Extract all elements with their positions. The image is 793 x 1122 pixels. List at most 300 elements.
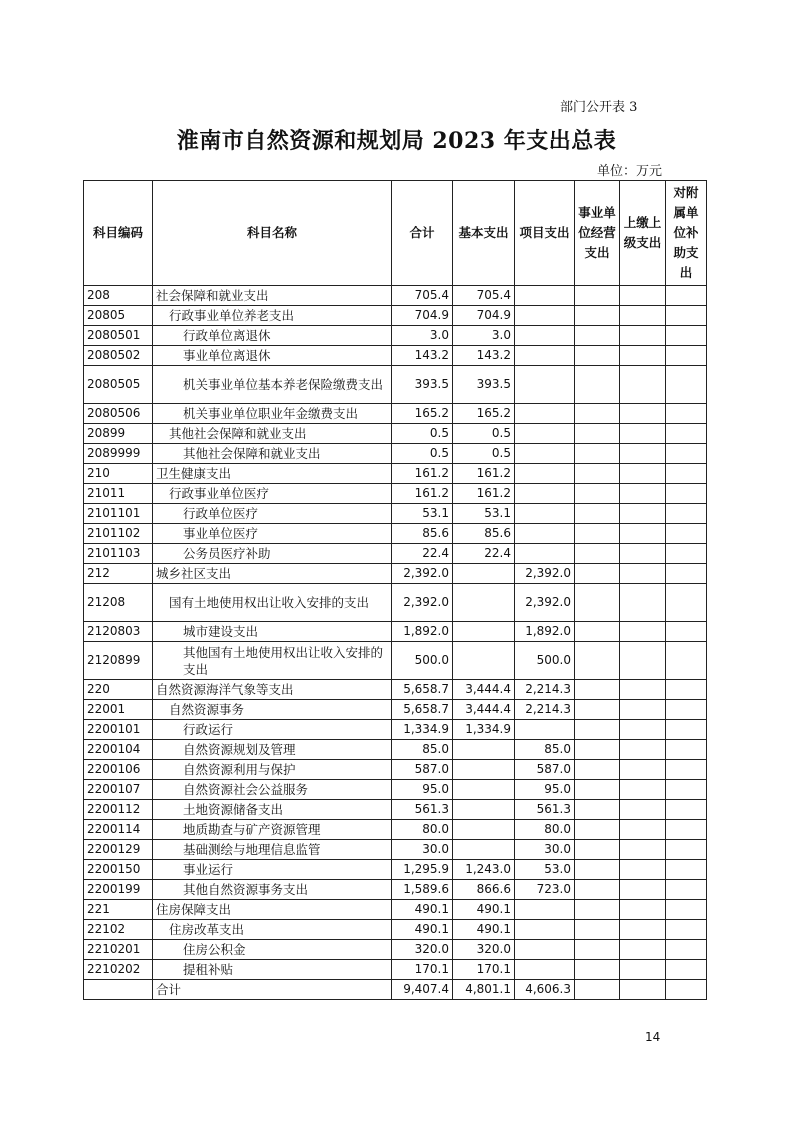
row-business (575, 544, 620, 564)
row-project (515, 306, 575, 326)
row-remit (620, 424, 666, 444)
document-tag: 部门公开表 3 (560, 100, 638, 115)
row-project: 2,392.0 (515, 584, 575, 622)
row-name: 行政事业单位医疗 (153, 484, 392, 504)
row-code: 221 (84, 900, 153, 920)
row-code: 22001 (84, 700, 153, 720)
row-name: 提租补贴 (153, 960, 392, 980)
row-total: 85.0 (392, 740, 453, 760)
row-remit (620, 404, 666, 424)
row-subsidy (666, 960, 707, 980)
row-subsidy (666, 544, 707, 564)
row-remit (620, 780, 666, 800)
row-name: 其他社会保障和就业支出 (153, 444, 392, 464)
table-row (84, 900, 707, 920)
row-total: 30.0 (392, 840, 453, 860)
row-basic (453, 840, 515, 860)
row-basic: 53.1 (453, 504, 515, 524)
row-business (575, 840, 620, 860)
row-total: 170.1 (392, 960, 453, 980)
row-project: 30.0 (515, 840, 575, 860)
row-subsidy (666, 404, 707, 424)
row-remit (620, 464, 666, 484)
row-name: 公务员医疗补助 (153, 544, 392, 564)
row-code: 2200106 (84, 760, 153, 780)
table-row (84, 444, 707, 464)
row-remit (620, 820, 666, 840)
row-remit (620, 920, 666, 940)
row-subsidy (666, 306, 707, 326)
row-subsidy (666, 286, 707, 306)
header-remit: 上缴上级支出 (620, 181, 666, 286)
row-basic (453, 622, 515, 642)
row-remit (620, 960, 666, 980)
row-basic: 0.5 (453, 444, 515, 464)
row-total: 2,392.0 (392, 564, 453, 584)
row-project (515, 544, 575, 564)
row-basic: 161.2 (453, 484, 515, 504)
row-remit (620, 444, 666, 464)
row-basic: 4,801.1 (453, 980, 515, 1000)
row-subsidy (666, 760, 707, 780)
row-project (515, 524, 575, 544)
row-total: 53.1 (392, 504, 453, 524)
row-total: 22.4 (392, 544, 453, 564)
row-code: 2210202 (84, 960, 153, 980)
row-code: 21208 (84, 584, 153, 622)
expenditure-table (83, 180, 707, 1000)
row-code: 2210201 (84, 940, 153, 960)
row-code: 2200199 (84, 880, 153, 900)
row-code: 2200129 (84, 840, 153, 860)
row-project (515, 444, 575, 464)
table-row (84, 584, 707, 622)
row-name: 国有土地使用权出让收入安排的支出 (153, 584, 392, 622)
row-remit (620, 840, 666, 860)
row-remit (620, 584, 666, 622)
row-business (575, 800, 620, 820)
row-basic: 705.4 (453, 286, 515, 306)
row-code: 2080501 (84, 326, 153, 346)
row-code: 2200150 (84, 860, 153, 880)
row-total: 95.0 (392, 780, 453, 800)
row-business (575, 880, 620, 900)
row-business (575, 622, 620, 642)
row-total: 143.2 (392, 346, 453, 366)
row-total: 2,392.0 (392, 584, 453, 622)
row-code: 210 (84, 464, 153, 484)
row-total: 500.0 (392, 642, 453, 680)
row-code: 2200114 (84, 820, 153, 840)
row-code: 2200107 (84, 780, 153, 800)
row-name: 事业单位医疗 (153, 524, 392, 544)
row-project: 1,892.0 (515, 622, 575, 642)
table-row (84, 860, 707, 880)
row-subsidy (666, 920, 707, 940)
row-project: 587.0 (515, 760, 575, 780)
row-total: 3.0 (392, 326, 453, 346)
row-code: 208 (84, 286, 153, 306)
row-basic: 866.6 (453, 880, 515, 900)
table-row (84, 464, 707, 484)
row-business (575, 484, 620, 504)
row-name: 地质勘查与矿产资源管理 (153, 820, 392, 840)
row-total: 5,658.7 (392, 680, 453, 700)
row-name: 其他社会保障和就业支出 (153, 424, 392, 444)
row-name: 机关事业单位职业年金缴费支出 (153, 404, 392, 424)
row-code: 2200112 (84, 800, 153, 820)
row-remit (620, 524, 666, 544)
row-basic: 393.5 (453, 366, 515, 404)
row-name: 城市建设支出 (153, 622, 392, 642)
table-row (84, 424, 707, 444)
row-business (575, 760, 620, 780)
row-basic (453, 564, 515, 584)
row-project (515, 920, 575, 940)
row-business (575, 780, 620, 800)
row-total: 165.2 (392, 404, 453, 424)
row-basic: 490.1 (453, 900, 515, 920)
row-total: 0.5 (392, 424, 453, 444)
row-remit (620, 286, 666, 306)
row-business (575, 860, 620, 880)
row-name: 合计 (153, 980, 392, 1000)
table-header-row (84, 181, 707, 286)
row-name: 行政单位离退休 (153, 326, 392, 346)
row-project (515, 326, 575, 346)
row-code: 2120899 (84, 642, 153, 680)
table-row (84, 840, 707, 860)
row-name: 其他国有土地使用权出让收入安排的支出 (153, 642, 392, 680)
row-name: 住房保障支出 (153, 900, 392, 920)
row-name: 住房公积金 (153, 940, 392, 960)
row-code: 2200101 (84, 720, 153, 740)
row-remit (620, 860, 666, 880)
row-name: 住房改革支出 (153, 920, 392, 940)
header-basic: 基本支出 (453, 181, 515, 286)
row-code: 2101103 (84, 544, 153, 564)
row-project (515, 404, 575, 424)
row-project: 95.0 (515, 780, 575, 800)
row-subsidy (666, 326, 707, 346)
row-code: 2120803 (84, 622, 153, 642)
row-total: 5,658.7 (392, 700, 453, 720)
table-row (84, 326, 707, 346)
row-code: 21011 (84, 484, 153, 504)
row-subsidy (666, 346, 707, 366)
page-number: 14 (645, 1030, 661, 1044)
table-row (84, 680, 707, 700)
row-subsidy (666, 680, 707, 700)
row-subsidy (666, 860, 707, 880)
row-business (575, 642, 620, 680)
table-row (84, 960, 707, 980)
row-total: 490.1 (392, 920, 453, 940)
row-name: 行政事业单位养老支出 (153, 306, 392, 326)
row-subsidy (666, 980, 707, 1000)
row-business (575, 564, 620, 584)
table-row (84, 980, 707, 1000)
row-subsidy (666, 504, 707, 524)
row-business (575, 306, 620, 326)
row-remit (620, 880, 666, 900)
row-basic: 3,444.4 (453, 700, 515, 720)
row-project: 2,214.3 (515, 700, 575, 720)
row-code: 2080505 (84, 366, 153, 404)
row-project (515, 346, 575, 366)
row-subsidy (666, 584, 707, 622)
row-remit (620, 564, 666, 584)
table-row (84, 404, 707, 424)
row-total: 1,589.6 (392, 880, 453, 900)
row-subsidy (666, 740, 707, 760)
row-business (575, 346, 620, 366)
row-code: 2080502 (84, 346, 153, 366)
row-business (575, 940, 620, 960)
row-total: 561.3 (392, 800, 453, 820)
row-name: 行政单位医疗 (153, 504, 392, 524)
row-total: 1,334.9 (392, 720, 453, 740)
row-project: 500.0 (515, 642, 575, 680)
table-row (84, 642, 707, 680)
row-name: 卫生健康支出 (153, 464, 392, 484)
row-name: 社会保障和就业支出 (153, 286, 392, 306)
row-basic: 143.2 (453, 346, 515, 366)
table-row (84, 564, 707, 584)
row-subsidy (666, 700, 707, 720)
row-project (515, 504, 575, 524)
row-total: 9,407.4 (392, 980, 453, 1000)
row-project (515, 960, 575, 980)
row-basic: 1,334.9 (453, 720, 515, 740)
row-basic: 3.0 (453, 326, 515, 346)
row-subsidy (666, 900, 707, 920)
row-business (575, 366, 620, 404)
table-row (84, 700, 707, 720)
row-project: 53.0 (515, 860, 575, 880)
row-basic: 165.2 (453, 404, 515, 424)
row-remit (620, 622, 666, 642)
row-remit (620, 800, 666, 820)
row-code: 20899 (84, 424, 153, 444)
row-subsidy (666, 880, 707, 900)
row-subsidy (666, 780, 707, 800)
row-subsidy (666, 622, 707, 642)
row-business (575, 920, 620, 940)
row-total: 161.2 (392, 464, 453, 484)
row-project (515, 720, 575, 740)
row-subsidy (666, 940, 707, 960)
row-name: 自然资源社会公益服务 (153, 780, 392, 800)
table-row (84, 346, 707, 366)
row-remit (620, 326, 666, 346)
row-basic: 170.1 (453, 960, 515, 980)
row-code: 2101102 (84, 524, 153, 544)
table-row (84, 622, 707, 642)
row-code: 2080506 (84, 404, 153, 424)
row-code: 2101101 (84, 504, 153, 524)
row-basic: 85.6 (453, 524, 515, 544)
header-total: 合计 (392, 181, 453, 286)
row-basic (453, 780, 515, 800)
row-basic: 161.2 (453, 464, 515, 484)
table-row (84, 780, 707, 800)
table-row (84, 940, 707, 960)
row-remit (620, 642, 666, 680)
row-remit (620, 720, 666, 740)
row-code: 2200104 (84, 740, 153, 760)
row-basic: 1,243.0 (453, 860, 515, 880)
row-business (575, 720, 620, 740)
row-subsidy (666, 564, 707, 584)
row-code: 2089999 (84, 444, 153, 464)
row-project: 2,392.0 (515, 564, 575, 584)
row-business (575, 900, 620, 920)
row-remit (620, 504, 666, 524)
row-remit (620, 940, 666, 960)
row-project: 723.0 (515, 880, 575, 900)
row-total: 490.1 (392, 900, 453, 920)
row-remit (620, 544, 666, 564)
row-name: 自然资源事务 (153, 700, 392, 720)
row-subsidy (666, 464, 707, 484)
row-project: 85.0 (515, 740, 575, 760)
unit-label: 单位：万元 (597, 164, 663, 179)
row-subsidy (666, 800, 707, 820)
row-remit (620, 680, 666, 700)
row-code: 220 (84, 680, 153, 700)
row-basic (453, 820, 515, 840)
table-row (84, 740, 707, 760)
table-row (84, 800, 707, 820)
header-project: 项目支出 (515, 181, 575, 286)
row-project (515, 286, 575, 306)
row-project (515, 424, 575, 444)
row-subsidy (666, 444, 707, 464)
row-code: 22102 (84, 920, 153, 940)
row-project (515, 464, 575, 484)
row-subsidy (666, 720, 707, 740)
row-total: 320.0 (392, 940, 453, 960)
row-basic (453, 800, 515, 820)
row-basic: 0.5 (453, 424, 515, 444)
table-row (84, 920, 707, 940)
row-name: 其他自然资源事务支出 (153, 880, 392, 900)
row-business (575, 286, 620, 306)
row-subsidy (666, 840, 707, 860)
row-total: 705.4 (392, 286, 453, 306)
table-row (84, 760, 707, 780)
row-name: 事业单位离退休 (153, 346, 392, 366)
table-row (84, 524, 707, 544)
row-project: 2,214.3 (515, 680, 575, 700)
row-basic: 490.1 (453, 920, 515, 940)
row-business (575, 464, 620, 484)
row-business (575, 424, 620, 444)
row-business (575, 980, 620, 1000)
row-business (575, 960, 620, 980)
row-project: 4,606.3 (515, 980, 575, 1000)
row-basic (453, 760, 515, 780)
row-project (515, 484, 575, 504)
row-business (575, 504, 620, 524)
row-basic (453, 642, 515, 680)
row-remit (620, 760, 666, 780)
row-total: 1,892.0 (392, 622, 453, 642)
row-business (575, 444, 620, 464)
row-subsidy (666, 484, 707, 504)
row-remit (620, 346, 666, 366)
row-business (575, 326, 620, 346)
row-subsidy (666, 820, 707, 840)
row-name: 行政运行 (153, 720, 392, 740)
row-business (575, 740, 620, 760)
row-total: 393.5 (392, 366, 453, 404)
row-total: 85.6 (392, 524, 453, 544)
row-subsidy (666, 524, 707, 544)
row-basic: 3,444.4 (453, 680, 515, 700)
row-remit (620, 484, 666, 504)
row-total: 0.5 (392, 444, 453, 464)
table-row (84, 880, 707, 900)
row-code: 20805 (84, 306, 153, 326)
row-name: 城乡社区支出 (153, 564, 392, 584)
row-total: 1,295.9 (392, 860, 453, 880)
header-business: 事业单位经营支出 (575, 181, 620, 286)
header-code: 科目编码 (84, 181, 153, 286)
row-total: 80.0 (392, 820, 453, 840)
table-row (84, 286, 707, 306)
row-remit (620, 366, 666, 404)
row-subsidy (666, 424, 707, 444)
row-project: 80.0 (515, 820, 575, 840)
row-project (515, 900, 575, 920)
row-business (575, 820, 620, 840)
row-remit (620, 980, 666, 1000)
row-code (84, 980, 153, 1000)
row-total: 587.0 (392, 760, 453, 780)
header-name: 科目名称 (153, 181, 392, 286)
row-total: 161.2 (392, 484, 453, 504)
row-basic: 704.9 (453, 306, 515, 326)
row-basic (453, 740, 515, 760)
row-remit (620, 306, 666, 326)
row-basic: 320.0 (453, 940, 515, 960)
row-name: 自然资源规划及管理 (153, 740, 392, 760)
row-name: 机关事业单位基本养老保险缴费支出 (153, 366, 392, 404)
table-row (84, 484, 707, 504)
row-total: 704.9 (392, 306, 453, 326)
row-name: 基础测绘与地理信息监管 (153, 840, 392, 860)
row-basic (453, 584, 515, 622)
row-basic: 22.4 (453, 544, 515, 564)
row-project (515, 940, 575, 960)
row-remit (620, 700, 666, 720)
row-business (575, 700, 620, 720)
row-code: 212 (84, 564, 153, 584)
header-subsidy: 对附属单位补助支出 (666, 181, 707, 286)
table-row (84, 504, 707, 524)
row-subsidy (666, 642, 707, 680)
row-project: 561.3 (515, 800, 575, 820)
row-project (515, 366, 575, 404)
row-business (575, 524, 620, 544)
row-remit (620, 900, 666, 920)
row-name: 事业运行 (153, 860, 392, 880)
table-row (84, 720, 707, 740)
row-name: 自然资源利用与保护 (153, 760, 392, 780)
row-subsidy (666, 366, 707, 404)
